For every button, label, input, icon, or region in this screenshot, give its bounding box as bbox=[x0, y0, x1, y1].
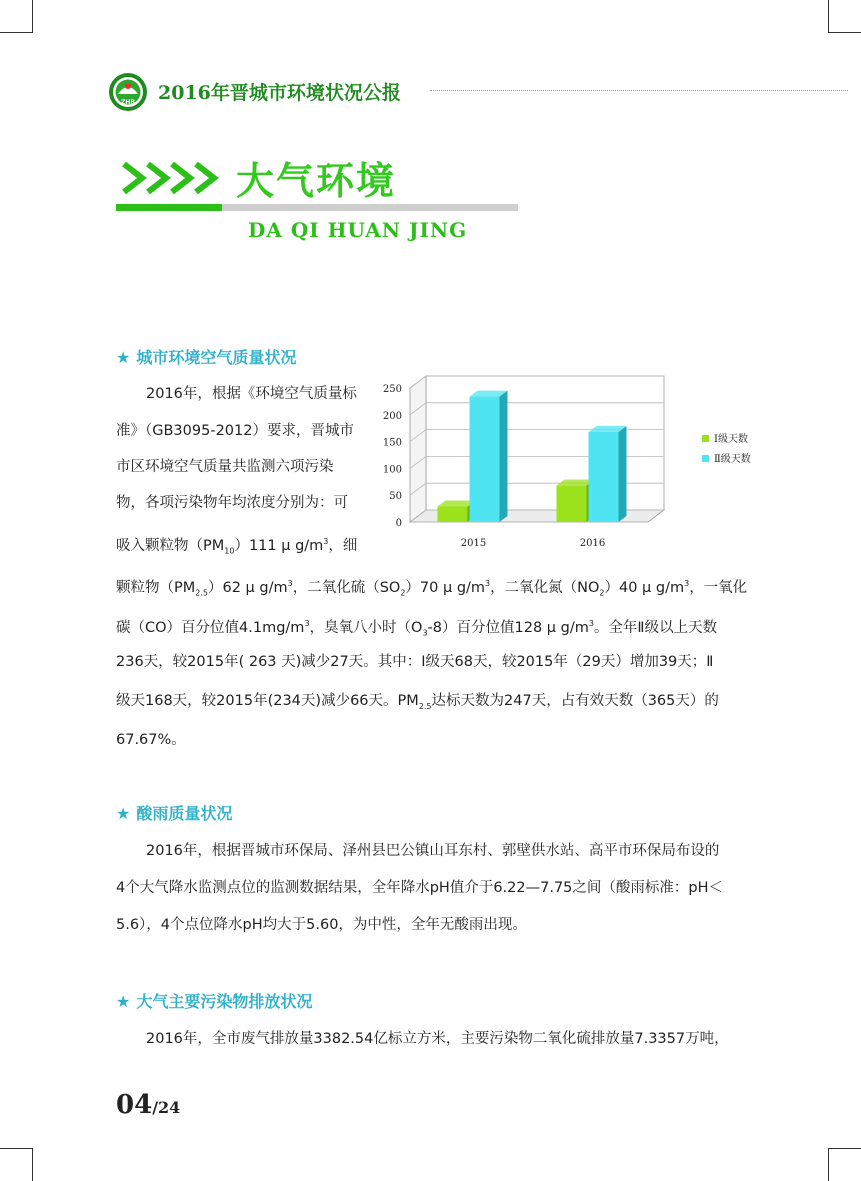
paragraph-line: 准》（GB3095-2012）要求，晋城市 bbox=[116, 423, 354, 439]
crop-mark-top-right bbox=[828, 0, 861, 33]
chart-y-tick-label: 50 bbox=[389, 491, 402, 503]
paragraph-line: 颗粒物$(PM_{2.5})62$ μ $g/m^3$，二氧化硫$(SO_2)70$ μ $g/m^3$，二氧化氮$(NO_2)40$ μ $g/m^3$，一氧化 bbox=[116, 579, 748, 598]
chart-bar bbox=[470, 391, 508, 522]
chart-y-tick-label: 250 bbox=[382, 384, 402, 395]
acid-rain-heading: ★ 酸雨质量状况 bbox=[116, 804, 233, 823]
chart-legend-label: Ⅱ级天数 bbox=[714, 454, 751, 465]
chart-y-tick-label: 0 bbox=[395, 518, 402, 529]
chart-legend bbox=[702, 432, 751, 465]
paragraph-line: 2016年，全市废气排放量3382.54亿标立方米，主要污染物二氧化硫排放量7.3357万吨， bbox=[146, 1031, 729, 1047]
paragraph-line: 市区环境空气质量共监测六项污染 bbox=[116, 459, 334, 475]
paragraph-line: 吸入颗粒物$(PM_{10})111$ μ $g/m^3$，细 bbox=[116, 537, 358, 556]
paragraph-line: 67.67%。 bbox=[116, 732, 186, 748]
crop-mark-top-left bbox=[0, 0, 33, 33]
section-title: 大气环境 bbox=[236, 159, 397, 203]
chart-y-tick-label: 200 bbox=[382, 410, 402, 422]
report-title: 2016年晋城市环境状况公报 bbox=[158, 82, 401, 104]
star-icon: ★ bbox=[116, 992, 131, 1011]
page-number: 04/24 bbox=[116, 1090, 181, 1120]
paragraph-line: 2016年，根据《环境空气质量标 bbox=[146, 386, 357, 402]
emission-heading: ★ 大气主要污染物排放状况 bbox=[116, 992, 313, 1011]
chart-bar bbox=[589, 426, 627, 522]
paragraph-line: 碳（CO）百分位值$4.1mg/m^3$，臭氧八小时$(O_3-8)$百分位值128 μ $g/m^3$。全年Ⅱ级以上天数 bbox=[116, 619, 718, 638]
crop-mark-bottom-right bbox=[828, 1148, 861, 1181]
crop-mark-bottom-left bbox=[0, 1148, 33, 1181]
air-quality-days-chart bbox=[372, 372, 812, 552]
chart-y-tick-label: 150 bbox=[382, 437, 402, 449]
logo-text: ZHB bbox=[121, 99, 135, 106]
header-dotted-rule bbox=[430, 90, 848, 91]
paragraph-line: 5.6），4个点位降水pH均大于5.60，为中性，全年无酸雨出现。 bbox=[116, 917, 527, 933]
chart-x-tick-label: 2015 bbox=[460, 538, 487, 549]
chart-x-ticks bbox=[461, 538, 605, 549]
paragraph-line: 236天，较2015年( 263 天)减少27天。其中：Ⅰ级天68天，较2015年（29天）增加39天；Ⅱ bbox=[116, 654, 714, 670]
paragraph-line: 物，各项污染物年均浓度分别为：可 bbox=[116, 495, 348, 511]
air-quality-heading: ★ 城市环境空气质量状况 bbox=[116, 348, 297, 367]
paragraph-line: 2016年，根据晋城市环保局、泽州县巴公镇山耳东村、郭壁供水站、高平市环保局布设的 bbox=[146, 843, 720, 859]
section-subtitle: DA QI HUAN JING bbox=[248, 218, 468, 242]
chart-legend-label: Ⅰ级天数 bbox=[714, 434, 748, 445]
star-icon: ★ bbox=[116, 804, 131, 823]
section-underline-accent bbox=[116, 204, 222, 211]
chart-y-ticks bbox=[383, 384, 402, 529]
chevrons-icon bbox=[120, 158, 230, 198]
chart-legend-swatch bbox=[702, 455, 709, 462]
chart-y-tick-label: 100 bbox=[382, 464, 402, 476]
paragraph-line: 4个大气降水监测点位的监测数据结果，全年降水pH值介于6.22—7.75之间（酸雨标准：pH＜ bbox=[116, 880, 724, 896]
environment-logo-icon bbox=[108, 72, 148, 112]
paragraph-line: 级天168天，较2015年(234天)减少66天。$PM_{2.5}$达标天数为247天，占有效天数（365天）的 bbox=[116, 693, 719, 711]
star-icon: ★ bbox=[116, 348, 131, 367]
chart-legend-swatch bbox=[702, 435, 709, 442]
page-header bbox=[108, 72, 848, 112]
section-underline bbox=[116, 204, 518, 211]
chart-x-tick-label: 2016 bbox=[579, 538, 606, 549]
